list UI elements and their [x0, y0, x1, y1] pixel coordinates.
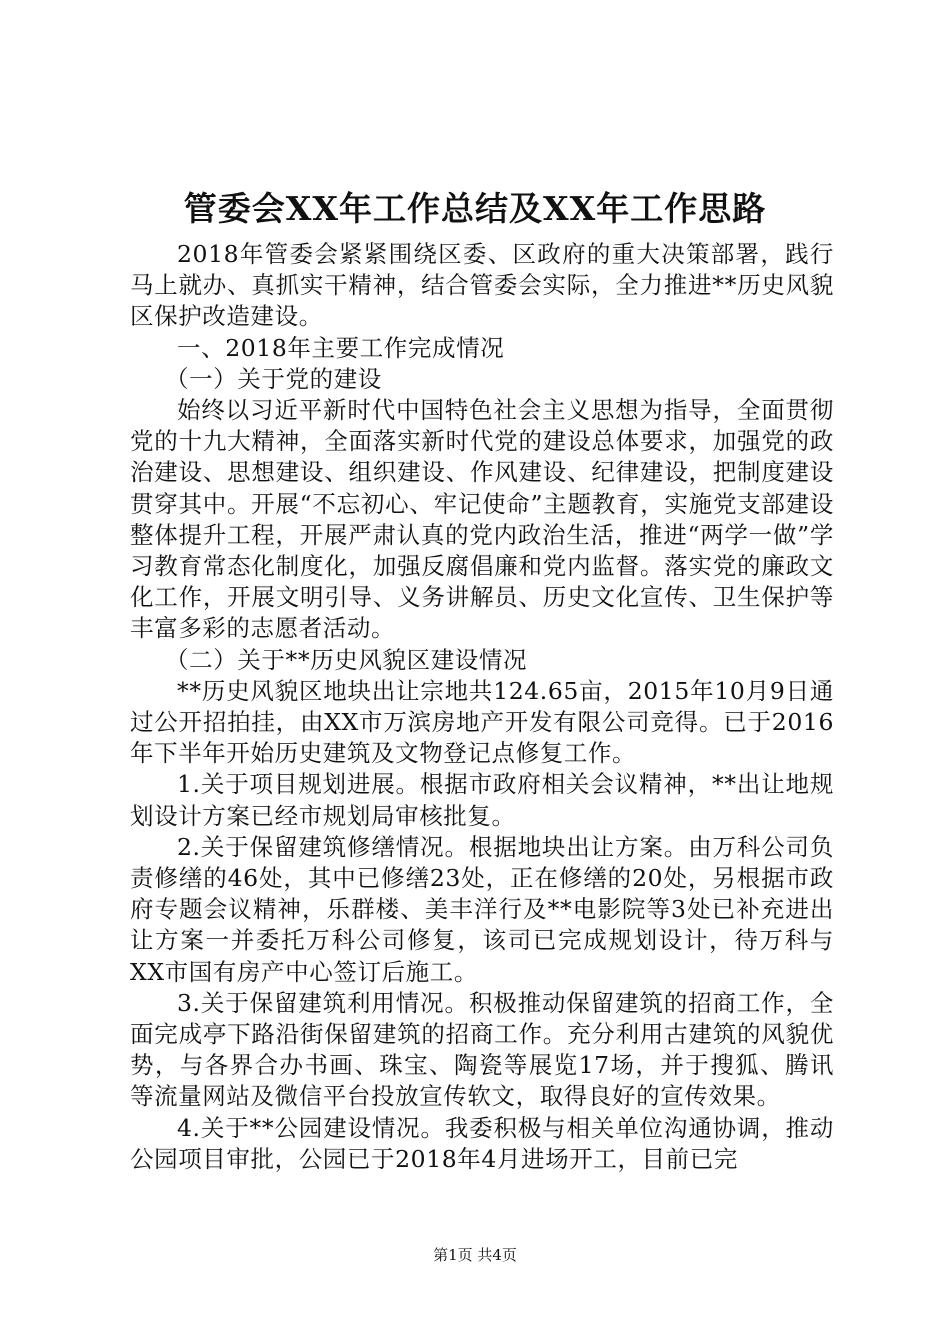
- item-3-paragraph: 3.关于保留建筑利用情况。积极推动保留建筑的招商工作，全面完成亭下路沿街保留建筑的招商工作。充分利用古建筑的风貌优势，与各界合办书画、珠宝、陶瓷等展览17场，并于搜狐、腾讯等流量网站及微信平台投放宣传软文，取得良好的宣传效果。: [130, 988, 834, 1111]
- document-body: [130, 239, 834, 1175]
- historic-district-paragraph: **历史风貌区地块出让宗地共124.65亩，2015年10月9日通过公开招拍挂，由XX市万滨房地产开发有限公司竞得。已于2016年下半年开始历史建筑及文物登记点修复工作。: [130, 676, 834, 768]
- item-2-paragraph: 2.关于保留建筑修缮情况。根据地块出让方案。由万科公司负责修缮的46处，其中已修缮23处，正在修缮的20处，另根据市政府专题会议精神，乐群楼、美丰洋行及**电影院等3处已补充进出让方案一并委托万科公司修复，该司已完成规划设计，待万科与XX市国有房产中心签订后施工。: [130, 832, 834, 986]
- subsection-heading-party-building: （一）关于党的建设: [165, 364, 382, 393]
- section-heading-1: 一、2018年主要工作完成情况: [177, 333, 505, 362]
- subsection-heading-historic-district: （二）关于**历史风貌区建设情况: [165, 645, 528, 674]
- intro-paragraph: 2018年管委会紧紧围绕区委、区政府的重大决策部署，践行马上就办、真抓实干精神，结合管委会实际，全力推进**历史风貌区保护改造建设。: [130, 240, 834, 331]
- party-building-paragraph: 始终以习近平新时代中国特色社会主义思想为指导，全面贯彻党的十九大精神，全面落实新时代党的建设总体要求，加强党的政治建设、思想建设、组织建设、作风建设、纪律建设，把制度建设贯穿其中。开展“不忘初心、牢记使命”主题教育，实施党支部建设整体提升工程，开展严肃认真的党内政治生活，推进“两学一做”学习教育常态化制度化，加强反腐倡廉和党内监督。落实党的廉政文化工作，开展文明引导、义务讲解员、历史文化宣传、卫生保护等丰富多彩的志愿者活动。: [130, 396, 834, 643]
- item-1-paragraph: 1.关于项目规划进展。根据市政府相关会议精神，**出让地规划设计方案已经市规划局审核批复。: [130, 770, 834, 830]
- item-4-paragraph: 4.关于**公园建设情况。我委积极与相关单位沟通协调，推动公园项目审批，公园已于2018年4月进场开工，目前已完: [130, 1113, 834, 1173]
- document-title: 管委会XX年工作总结及XX年工作思路: [183, 189, 767, 228]
- page-number-footer: 第1页 共4页: [433, 1246, 517, 1264]
